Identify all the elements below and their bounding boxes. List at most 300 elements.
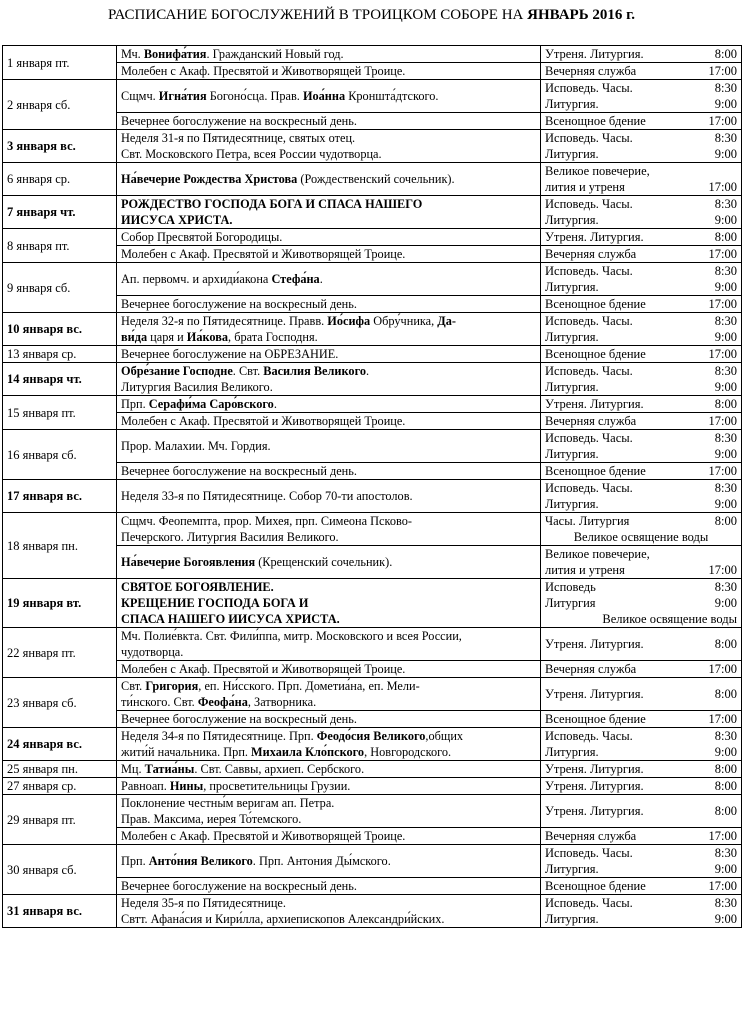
service-type: Исповедь: [545, 580, 596, 594]
time-line: [545, 803, 737, 819]
service-line: [121, 396, 536, 412]
service-type: Вечерняя служба: [545, 414, 637, 428]
service-text: Молебен с Акаф. Пресвятой и Животворящей Троице.: [121, 64, 406, 78]
service-time: 9:00: [714, 147, 737, 161]
title-month: ЯНВАРЬ 2016 г.: [527, 7, 635, 23]
service-type: лития и утреня: [545, 180, 625, 194]
service-text: Богоно́сца. Прав.: [206, 89, 303, 103]
service-text: , еп. Ни́сского. Прп. Дометиа́на, еп. Мели-: [198, 679, 420, 693]
day-date: 10 января вс.: [3, 313, 117, 346]
service-type: Исповедь. Часы.: [545, 264, 633, 278]
service-line: [121, 329, 536, 345]
service-time: 9:00: [714, 745, 737, 759]
schedule-table: [2, 45, 742, 928]
service-times: [541, 480, 742, 513]
service-text: Неделя 35-я по Пятидесятнице.: [121, 896, 286, 910]
service-type: Великое повечерие,: [545, 547, 650, 561]
service-line: [121, 728, 536, 744]
service-description: [117, 363, 541, 396]
service-line: [121, 661, 536, 677]
service-type: Великое повечерие,: [545, 164, 650, 178]
service-type: Всенощное бдение: [545, 464, 646, 478]
service-line: [121, 761, 536, 777]
service-type: Литургия.: [545, 497, 599, 511]
page-title: [0, 6, 743, 24]
service-type: Литургия.: [545, 97, 599, 111]
time-line: [545, 661, 737, 677]
service-time: 17:00: [708, 64, 737, 78]
service-type: Литургия.: [545, 447, 599, 461]
service-time: 8:30: [714, 314, 737, 328]
service-description: [117, 246, 541, 263]
service-description: [117, 80, 541, 113]
service-time: 17:00: [708, 297, 737, 311]
service-text: Свт. Московского Петра, всея России чудотворца.: [121, 147, 382, 161]
service-text: Неделя 34-я по Пятидесятнице. Прп.: [121, 729, 317, 743]
service-line: [121, 196, 536, 212]
service-time: 8:30: [714, 846, 737, 860]
service-text: . Гражданский Новый год.: [206, 47, 344, 61]
service-text: Кроншта́дтского.: [345, 89, 439, 103]
service-time: 9:00: [714, 280, 737, 294]
service-time: 8:30: [714, 580, 737, 594]
service-text: Вечернее богослужение на воскресный день.: [121, 879, 357, 893]
day-date: 9 января сб.: [3, 263, 117, 313]
time-line: [545, 911, 737, 927]
service-text: . Прп. Антония Ды́мского.: [252, 854, 391, 868]
time-line: [545, 346, 737, 362]
time-line: [545, 80, 737, 96]
time-line: [545, 163, 737, 179]
day-date: 15 января пт.: [3, 396, 117, 430]
time-line: [545, 546, 737, 562]
schedule-row: [3, 430, 742, 463]
schedule-row: [3, 229, 742, 246]
service-time: 8:30: [714, 81, 737, 95]
service-type: Исповедь. Часы.: [545, 431, 633, 445]
service-type: Исповедь. Часы.: [545, 846, 633, 860]
service-time: 8:00: [714, 779, 737, 793]
service-line: [121, 438, 536, 454]
day-date: 8 января пт.: [3, 229, 117, 263]
service-time: 9:00: [714, 380, 737, 394]
day-date: 25 января пн.: [3, 761, 117, 778]
schedule-row: [3, 845, 742, 878]
service-name: Игна́тия: [158, 89, 207, 103]
service-text: чудотворца.: [121, 645, 184, 659]
service-type: Утреня. Литургия.: [545, 762, 644, 776]
service-name: На́вечерие Богоявления: [121, 555, 256, 569]
day-date: 24 января вс.: [3, 728, 117, 761]
service-name: На́вечерие Рождества Христова: [121, 172, 298, 186]
service-times: [541, 711, 742, 728]
service-text: Прав. Максима, иерея То́темского.: [121, 812, 302, 826]
service-times: [541, 363, 742, 396]
schedule-row: [3, 761, 742, 778]
time-line: [545, 828, 737, 844]
service-time: 8:00: [714, 514, 737, 528]
service-text: ,общих: [425, 729, 464, 743]
schedule-row: [3, 678, 742, 711]
time-line: [545, 562, 737, 578]
service-description: [117, 196, 541, 229]
service-type: Вечерняя служба: [545, 247, 637, 261]
service-type: Исповедь. Часы.: [545, 481, 633, 495]
day-date: 17 января вс.: [3, 480, 117, 513]
schedule-row: [3, 46, 742, 63]
service-type: Исповедь. Часы.: [545, 314, 633, 328]
service-type: Исповедь. Часы.: [545, 896, 633, 910]
time-line: [545, 728, 737, 744]
service-text: .: [273, 397, 277, 411]
service-description: [117, 895, 541, 928]
service-text: , Новгородского.: [364, 745, 452, 759]
service-description: [117, 828, 541, 845]
service-text: Свтт. Афана́сия и Кири́лла, архиепископов Александри́йских.: [121, 912, 445, 926]
service-description: [117, 878, 541, 895]
time-line: [545, 179, 737, 195]
schedule-row: [3, 163, 742, 196]
service-text: Неделя 32-я по Пятидесятнице. Правв.: [121, 314, 328, 328]
service-times: [541, 263, 742, 296]
service-type: Утреня. Литургия.: [545, 804, 644, 818]
schedule-row: [3, 513, 742, 546]
service-description: [117, 229, 541, 246]
service-description: [117, 845, 541, 878]
service-time: 17:00: [708, 563, 737, 577]
service-description: [117, 728, 541, 761]
service-type: Литургия: [545, 596, 596, 610]
service-line: [121, 488, 536, 504]
service-time: 8:00: [714, 687, 737, 701]
schedule-row: [3, 795, 742, 828]
service-text: , просветительницы Грузии.: [203, 779, 351, 793]
service-line: [121, 271, 536, 287]
service-name: Нины: [169, 779, 204, 793]
service-times: [541, 196, 742, 229]
service-times: [541, 463, 742, 480]
time-line: [545, 229, 737, 245]
service-times: [541, 761, 742, 778]
service-line: [121, 878, 536, 894]
service-line: [121, 554, 536, 570]
service-type: Великое освящение воды: [573, 530, 709, 544]
service-times: [541, 63, 742, 80]
service-type: Литургия.: [545, 862, 599, 876]
service-time: 8:00: [714, 762, 737, 776]
service-times: [541, 413, 742, 430]
time-line: [545, 513, 737, 529]
service-text: Собор Пресвятой Богородицы.: [121, 230, 283, 244]
service-text: царя и: [147, 330, 187, 344]
service-name: Иа́кова: [186, 330, 229, 344]
service-time: 17:00: [708, 180, 737, 194]
service-time: 8:30: [714, 896, 737, 910]
time-line: [545, 196, 737, 212]
service-line: [121, 379, 536, 395]
service-text: ИИСУСА ХРИСТА.: [121, 213, 233, 227]
service-times: [541, 513, 742, 546]
day-date: 1 января пт.: [3, 46, 117, 80]
day-date: 27 января ср.: [3, 778, 117, 795]
day-date: 7 января чт.: [3, 196, 117, 229]
service-time: 9:00: [714, 912, 737, 926]
schedule-row: [3, 363, 742, 396]
day-date: 2 января сб.: [3, 80, 117, 130]
service-text: Ап. первомч. и архиди́акона: [121, 272, 272, 286]
service-line: [121, 246, 536, 262]
day-date: 19 января вт.: [3, 579, 117, 628]
time-line: [545, 396, 737, 412]
service-description: [117, 163, 541, 196]
service-type: Вечерняя служба: [545, 829, 637, 843]
service-time: 8:00: [714, 804, 737, 818]
day-date: 6 января ср.: [3, 163, 117, 196]
service-description: [117, 263, 541, 296]
service-line: [121, 63, 536, 79]
service-line: [121, 463, 536, 479]
service-times: [541, 661, 742, 678]
service-description: [117, 761, 541, 778]
service-name: Обре́зание Господне: [121, 364, 233, 378]
service-description: [117, 463, 541, 480]
service-times: [541, 46, 742, 63]
service-text: Прп.: [121, 854, 149, 868]
service-times: [541, 80, 742, 113]
service-line: [121, 811, 536, 827]
service-text: Вечернее богослужение на воскресный день.: [121, 712, 357, 726]
time-line: [545, 595, 737, 611]
service-text: Обру́чника,: [370, 314, 438, 328]
service-time: 8:30: [714, 481, 737, 495]
service-type: Вечерняя служба: [545, 662, 637, 676]
service-line: [121, 644, 536, 660]
service-text: Печерского. Литургия Василия Великого.: [121, 530, 339, 544]
service-line: [121, 171, 536, 187]
service-time: 17:00: [708, 414, 737, 428]
service-description: [117, 678, 541, 711]
service-times: [541, 229, 742, 246]
service-description: [117, 396, 541, 413]
time-line: [545, 611, 737, 627]
service-line: [121, 529, 536, 545]
service-description: [117, 413, 541, 430]
service-line: [121, 130, 536, 146]
time-line: [545, 463, 737, 479]
time-line: [545, 430, 737, 446]
schedule-row: [3, 396, 742, 413]
time-line: [545, 329, 737, 345]
service-description: [117, 628, 541, 661]
day-date: 16 января сб.: [3, 430, 117, 480]
service-times: [541, 246, 742, 263]
service-type: Литургия.: [545, 280, 599, 294]
service-type: Литургия.: [545, 147, 599, 161]
service-text: жити́й начальника. Прп.: [121, 745, 252, 759]
service-text: Молебен с Акаф. Пресвятой и Животворящей Троице.: [121, 247, 406, 261]
time-line: [545, 861, 737, 877]
day-date: 13 января ср.: [3, 346, 117, 363]
service-text: Литургия Василия Великого.: [121, 380, 273, 394]
service-times: [541, 678, 742, 711]
service-time: 8:00: [714, 47, 737, 61]
service-times: [541, 778, 742, 795]
service-type: Часы. Литургия: [545, 514, 630, 528]
time-line: [545, 761, 737, 777]
service-times: [541, 430, 742, 463]
service-text: .: [319, 272, 323, 286]
service-text: . Свт. Саввы, архиеп. Сербского.: [194, 762, 365, 776]
service-times: [541, 130, 742, 163]
service-type: Литургия.: [545, 745, 599, 759]
service-type: Всенощное бдение: [545, 879, 646, 893]
schedule-row: [3, 80, 742, 113]
service-time: 8:30: [714, 131, 737, 145]
service-description: [117, 113, 541, 130]
time-line: [545, 113, 737, 129]
service-line: [121, 363, 536, 379]
service-type: Литургия.: [545, 380, 599, 394]
service-line: [121, 744, 536, 760]
service-description: [117, 795, 541, 828]
day-date: 31 января вс.: [3, 895, 117, 928]
service-time: 17:00: [708, 829, 737, 843]
service-time: 9:00: [714, 213, 737, 227]
service-type: Утреня. Литургия.: [545, 779, 644, 793]
service-times: [541, 546, 742, 579]
schedule-row: [3, 728, 742, 761]
service-line: [121, 88, 536, 104]
time-line: [545, 279, 737, 295]
service-text: . Свт.: [232, 364, 264, 378]
service-text: СПАСА НАШЕГО ИИСУСА ХРИСТА.: [121, 612, 340, 626]
service-type: Утреня. Литургия.: [545, 230, 644, 244]
service-text: (Рождественский сочельник).: [297, 172, 455, 186]
service-name: Михаила Кло́пского: [251, 745, 365, 759]
service-times: [541, 346, 742, 363]
time-line: [545, 686, 737, 702]
service-text: Вечернее богослужение на воскресный день.: [121, 297, 357, 311]
service-line: [121, 778, 536, 794]
service-type: Утреня. Литургия.: [545, 47, 644, 61]
service-line: [121, 229, 536, 245]
time-line: [545, 579, 737, 595]
service-type: Исповедь. Часы.: [545, 81, 633, 95]
time-line: [545, 778, 737, 794]
schedule-row: [3, 196, 742, 229]
service-name: Да-: [437, 314, 457, 328]
service-times: [541, 313, 742, 346]
service-time: 8:00: [714, 637, 737, 651]
service-line: [121, 678, 536, 694]
service-line: [121, 853, 536, 869]
service-time: 17:00: [708, 347, 737, 361]
service-description: [117, 513, 541, 546]
service-line: [121, 694, 536, 710]
service-type: Исповедь. Часы.: [545, 131, 633, 145]
service-time: 9:00: [714, 447, 737, 461]
schedule-row: [3, 628, 742, 661]
service-time: 17:00: [708, 114, 737, 128]
service-description: [117, 579, 541, 628]
time-line: [545, 296, 737, 312]
service-times: [541, 113, 742, 130]
schedule-row: [3, 480, 742, 513]
service-time: 17:00: [708, 247, 737, 261]
service-line: [121, 296, 536, 312]
service-time: 8:00: [714, 397, 737, 411]
service-type: Великое освящение воды: [602, 612, 737, 626]
time-line: [545, 895, 737, 911]
service-text: Мц.: [121, 762, 145, 776]
service-times: [541, 828, 742, 845]
service-line: [121, 611, 536, 627]
service-line: [121, 212, 536, 228]
service-text: Прп.: [121, 397, 149, 411]
service-type: Литургия.: [545, 213, 599, 227]
service-text: (Крещенский сочельник).: [255, 555, 393, 569]
service-name: Серафи́ма Саро́вского: [148, 397, 274, 411]
service-time: 8:30: [714, 431, 737, 445]
time-line: [545, 379, 737, 395]
service-time: 17:00: [708, 879, 737, 893]
time-line: [545, 845, 737, 861]
service-text: Прор. Малахии. Мч. Гордия.: [121, 439, 271, 453]
service-text: Мч.: [121, 47, 144, 61]
service-text: Неделя 33-я по Пятидесятнице. Собор 70-ти апостолов.: [121, 489, 413, 503]
service-text: Мч. Полие́вкта. Свт. Фили́ппа, митр. Московского и всея России,: [121, 629, 462, 643]
time-line: [545, 446, 737, 462]
service-text: Свт.: [121, 679, 146, 693]
service-type: Утреня. Литургия.: [545, 687, 644, 701]
service-name: Феофа́на: [197, 695, 248, 709]
service-text: ти́нского. Свт.: [121, 695, 198, 709]
service-name: Иоа́нна: [302, 89, 346, 103]
service-times: [541, 878, 742, 895]
service-time: 9:00: [714, 862, 737, 876]
title-prefix: РАСПИСАНИЕ БОГОСЛУЖЕНИЙ В ТРОИЦКОМ СОБОРЕ НА: [108, 7, 528, 23]
service-times: [541, 845, 742, 878]
service-text: Вечернее богослужение на воскресный день.: [121, 464, 357, 478]
time-line: [545, 529, 737, 545]
day-date: 29 января пт.: [3, 795, 117, 845]
service-line: [121, 513, 536, 529]
service-time: 8:30: [714, 364, 737, 378]
service-type: Исповедь. Часы.: [545, 364, 633, 378]
service-type: Утреня. Литургия.: [545, 637, 644, 651]
service-line: [121, 413, 536, 429]
time-line: [545, 744, 737, 760]
service-line: [121, 113, 536, 129]
service-type: лития и утреня: [545, 563, 625, 577]
time-line: [545, 878, 737, 894]
time-line: [545, 636, 737, 652]
service-description: [117, 711, 541, 728]
service-line: [121, 828, 536, 844]
service-text: .: [366, 364, 370, 378]
service-description: [117, 430, 541, 463]
schedule-row: [3, 313, 742, 346]
service-line: [121, 711, 536, 727]
service-name: Стефа́на: [271, 272, 320, 286]
service-text: Молебен с Акаф. Пресвятой и Животворящей Троице.: [121, 414, 406, 428]
service-times: [541, 728, 742, 761]
service-description: [117, 46, 541, 63]
service-line: [121, 628, 536, 644]
service-line: [121, 146, 536, 162]
day-date: 23 января сб.: [3, 678, 117, 728]
service-description: [117, 546, 541, 579]
